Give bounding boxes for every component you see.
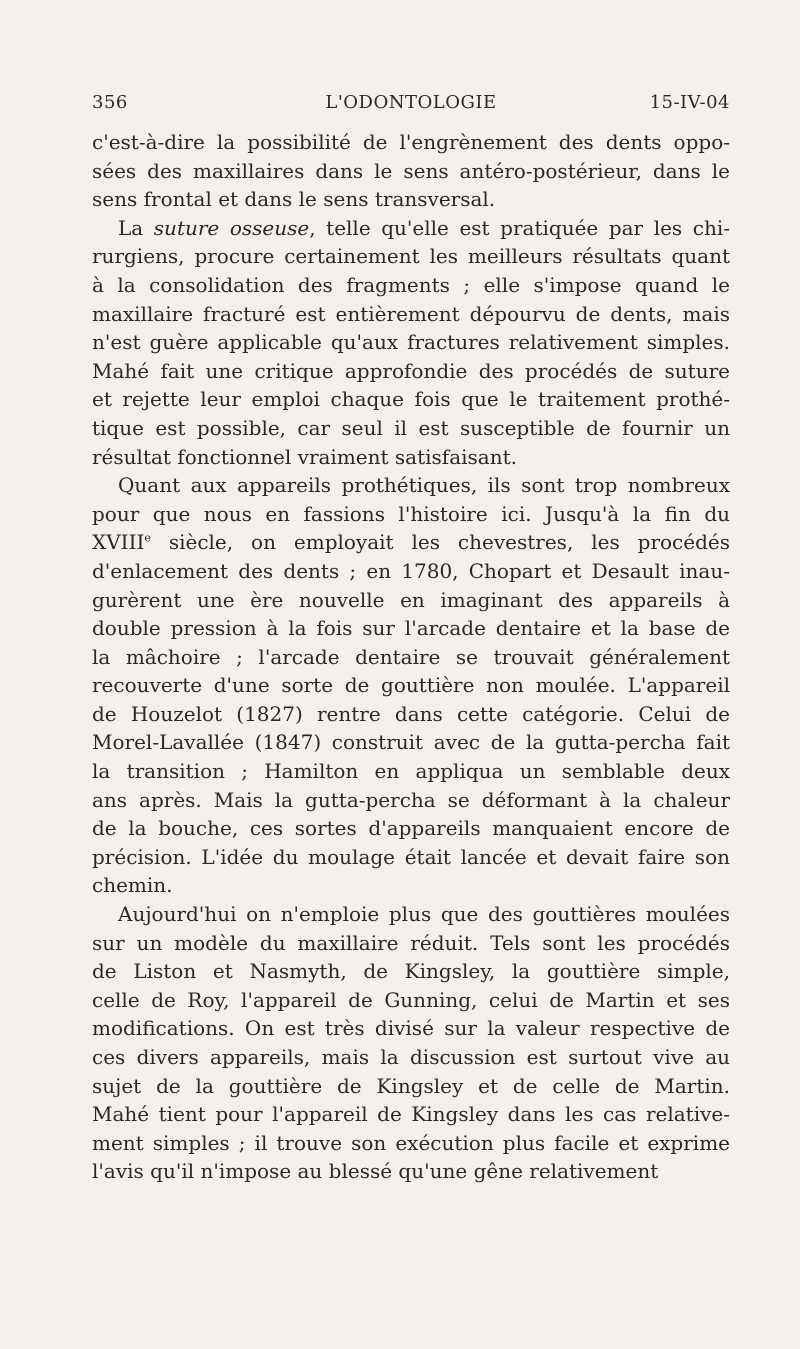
text-line: de la bouche, ces sortes d'appareils manquaient encore de — [92, 816, 730, 841]
text-line: maxillaire fracturé est entièrement dépourvu de dents, mais — [92, 301, 730, 326]
text-line: Aujourd'hui on n'emploie plus que des gouttières moulées — [118, 902, 730, 927]
text-line: gurèrent une ère nouvelle en imaginant des appareils à — [92, 587, 730, 612]
text-line: Mahé fait une critique approfondie des procédés de suture — [92, 358, 730, 383]
text-line: ans après. Mais la gutta-percha se déformant à la chaleur — [92, 787, 730, 812]
text-line: double pression à la fois sur l'arcade dentaire et la base de — [92, 616, 730, 641]
text-line: c'est-à-dire la possibilité de l'engrènement des dents oppo- — [92, 130, 730, 154]
text-line: l'avis qu'il n'impose au blessé qu'une gêne relativement — [92, 1159, 659, 1184]
page-header — [92, 92, 730, 120]
text-line: ces divers appareils, mais la discussion est surtout vive au — [92, 1045, 730, 1069]
text-line: d'enlacement des dents ; en 1780, Chopart et Desault inau- — [92, 558, 730, 583]
text-line — [92, 528, 730, 557]
text-line: ment simples ; il trouve son exécution plus facile et exprime — [92, 1130, 730, 1155]
text-line: la mâchoire ; l'arcade dentaire se trouvait généralement — [92, 644, 730, 669]
body-text — [92, 128, 730, 1186]
text-line: précision. L'idée du moulage était lancée et devait faire son — [92, 844, 730, 869]
text-line: de Houzelot (1827) rentre dans cette catégorie. Celui de — [92, 701, 730, 726]
text-line: rurgiens, procure certainement les meilleurs résultats quant — [92, 244, 730, 269]
issue-date: 15-IV-04 — [649, 92, 730, 113]
text-line: recouverte d'une sorte de gouttière non moulée. L'appareil — [92, 673, 730, 698]
text-line: celle de Roy, l'appareil de Gunning, celui de Martin et ses — [92, 987, 730, 1012]
text-segment: La — [118, 215, 154, 240]
text-line: sens frontal et dans le sens transversal. — [92, 187, 496, 212]
text-segment: siècle, on employait les chevestres, les procédés — [150, 530, 730, 555]
text-line: sur un modèle du maxillaire réduit. Tels sont les procédés — [92, 930, 730, 955]
superscript: e — [144, 531, 151, 545]
text-line: chemin. — [92, 873, 173, 898]
text-line: Morel-Lavallée (1847) construit avec de la gutta-percha fait — [92, 730, 730, 755]
text-segment: , telle qu'elle est pratiquée par les chi- — [309, 215, 730, 240]
running-title: L'ODONTOLOGIE — [325, 92, 497, 113]
text-line — [92, 214, 730, 243]
text-line: et rejette leur emploi chaque fois que le traitement prothé- — [92, 387, 730, 412]
text-line: modifications. On est très divisé sur la valeur respective de — [92, 1016, 730, 1041]
text-line: à la consolidation des fragments ; elle s'impose quand le — [92, 272, 730, 297]
text-line: Quant aux appareils prothétiques, ils sont trop nombreux — [118, 473, 730, 498]
text-line: de Liston et Nasmyth, de Kingsley, la gouttière simple, — [92, 959, 730, 984]
text-line: pour que nous en fassions l'histoire ici. Jusqu'à la fin du — [92, 501, 730, 526]
page-number: 356 — [92, 92, 128, 113]
text-line: sujet de la gouttière de Kingsley et de celle de Martin. — [92, 1073, 730, 1098]
text-line: tique est possible, car seul il est susceptible de fournir un — [92, 415, 730, 440]
text-line: la transition ; Hamilton en appliqua un semblable deux — [92, 759, 730, 784]
text-line: sées des maxillaires dans le sens antéro-postérieur, dans le — [92, 158, 730, 183]
italic-term: suture osseuse — [153, 215, 310, 240]
text-line: résultat fonctionnel vraiment satisfaisant. — [92, 444, 517, 469]
text-line: Mahé tient pour l'appareil de Kingsley dans les cas relative- — [92, 1102, 730, 1127]
text-segment: XVIII — [92, 530, 145, 555]
text-line: n'est guère applicable qu'aux fractures relativement simples. — [92, 330, 730, 355]
